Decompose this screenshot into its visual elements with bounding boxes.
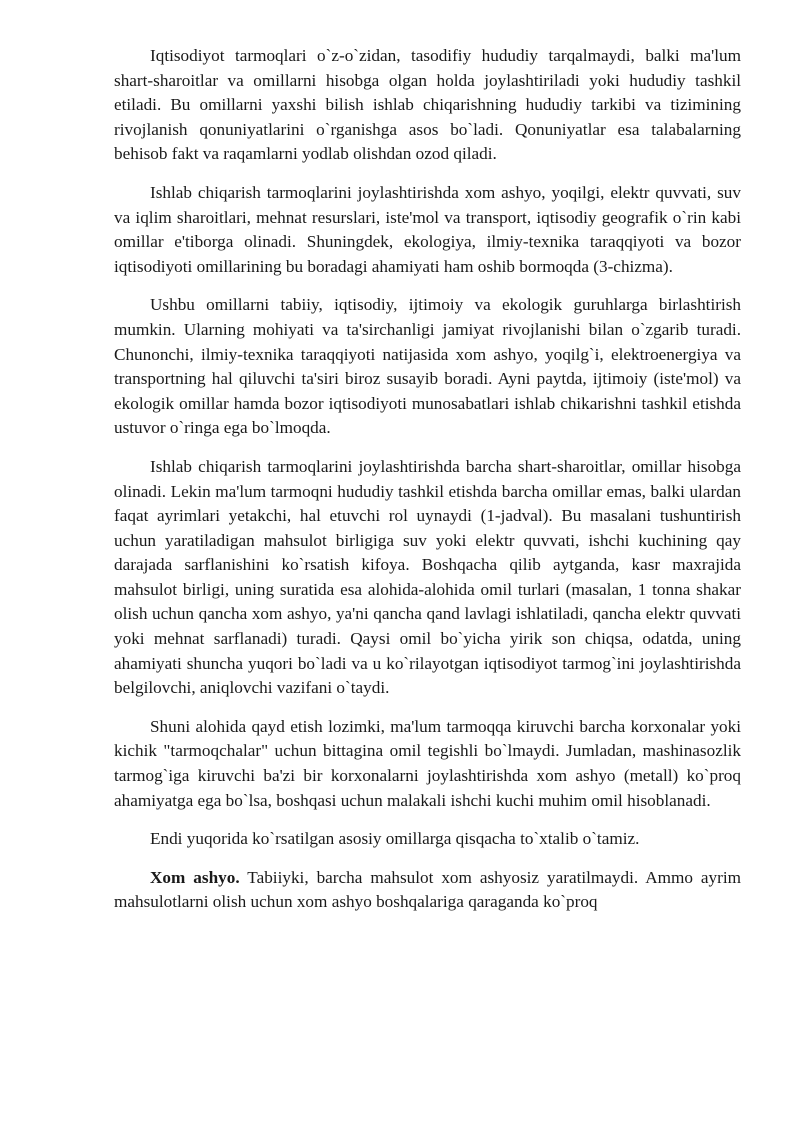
paragraph-7 — [114, 866, 741, 915]
paragraph-5: Shuni alohida qayd etish lozimki, ma'lum tarmoqqa kiruvchi barcha korxonalar yoki kichik "tarmoqchalar" uchun bittagina omil tegishli bo`lmaydi. Jumladan, mashinasozlik tarmog`iga kiruvchi ba'zi bir korxonalarni joylashtirishda xom ashyo (metall) ko`proq ahamiyatga ega bo`lsa, boshqasi uchun malakali ishchi kuchi muhim omil hisoblanadi. — [114, 716, 741, 810]
paragraph-3: Ushbu omillarni tabiiy, iqtisodiy, ijtimoiy va ekologik guruhlarga birlashtirish mumkin. Ularning mohiyati va ta'sirchanligi jamiyat rivojlanishi bilan o`zgarib turadi. Chunonchi, ilmiy-texnika taraqqiyoti natijasida xom ashyo, yoqilg`i, elektroenergiya va transportning hal qiluvchi ta'siri biroz susayib boradi. Ayni paytda, ijtimoiy (iste'mol) va ekologik omillar hamda bozor iqtisodiyoti munosabatlari ishlab chikarishni tashkil etishda ustuvor o`ringa ega bo`lmoqda. — [114, 295, 741, 438]
paragraph-2: Ishlab chiqarish tarmoqlarini joylashtirishda xom ashyo, yoqilgi, elektr quvvati, suv va iqlim sharoitlari, mehnat resurslari, iste'mol va transport, iqtisodiy geografik o`rin kabi omillar e'tiborga olinadi. Shuningdek, ekologiya, ilmiy-texnika taraqqiyoti va bozor iqtisodiyoti omillarining bu boradagi ahamiyati ham oshib bormoqda (3-chizma). — [114, 182, 741, 276]
section-lead-term: Xom ashyo. — [150, 867, 240, 887]
paragraph-4: Ishlab chiqarish tarmoqlarini joylashtirishda barcha shart-sharoitlar, omillar hisobga olinadi. Lekin ma'lum tarmoqni hududiy tashkil etishda barcha omillar emas, balki ulardan faqat ayrimlari yetakchi, hal etuvchi rol uynaydi (1-jadval). Bu masalani tushuntirish uchun yaratiladigan mahsulot birligiga suv yoki elektr quvvati, ishchi kuchining qay darajada sarflanishini ko`rsatish kifoya. Boshqacha qilib aytganda, kasr maxrajida mahsulot birligi, uning suratida esa alohida-alohida omil turlari (masalan, 1 tonna shakar olish uchun qancha xom ashyo, ya'ni qancha qand lavlagi ishlatiladi, qancha elektr quvvati yoki mehnat sarflanadi) turadi. Qaysi omil bo`yicha yirik son chiqsa, odatda, uning ahamiyati shuncha yuqori bo`ladi va u ko`rilayotgan iqtisodiyot tarmog`ini joylashtirishda belgilovchi, aniqlovchi vazifani o`taydi. — [114, 456, 741, 698]
section-lead-text: Tabiiyki, barcha mahsulot xom ashyosiz yaratilmaydi. Ammo ayrim mahsulotlarni olish uchun xom ashyo boshqalariga qaraganda ko`proq — [114, 867, 741, 912]
paragraph-6: Endi yuqorida ko`rsatilgan asosiy omillarga qisqacha to`xtalib o`tamiz. — [150, 829, 640, 849]
document-page — [114, 44, 741, 915]
paragraph-1: Iqtisodiyot tarmoqlari o`z-o`zidan, tasodifiy hududiy tarqalmaydi, balki ma'lum shart-sharoitlar va omillarni hisobga olgan holda joylashtiriladi yoki hududiy tashkil etiladi. Bu omillarni yaxshi bilish ishlab chiqarishning hududiy tarkibi va tizimining rivojlanish qonuniyatlarini o`rganishga asos bo`ladi. Qonuniyatlar esa talabalarning behisob fakt va raqamlarni yodlab olishdan ozod qiladi. — [114, 46, 741, 164]
